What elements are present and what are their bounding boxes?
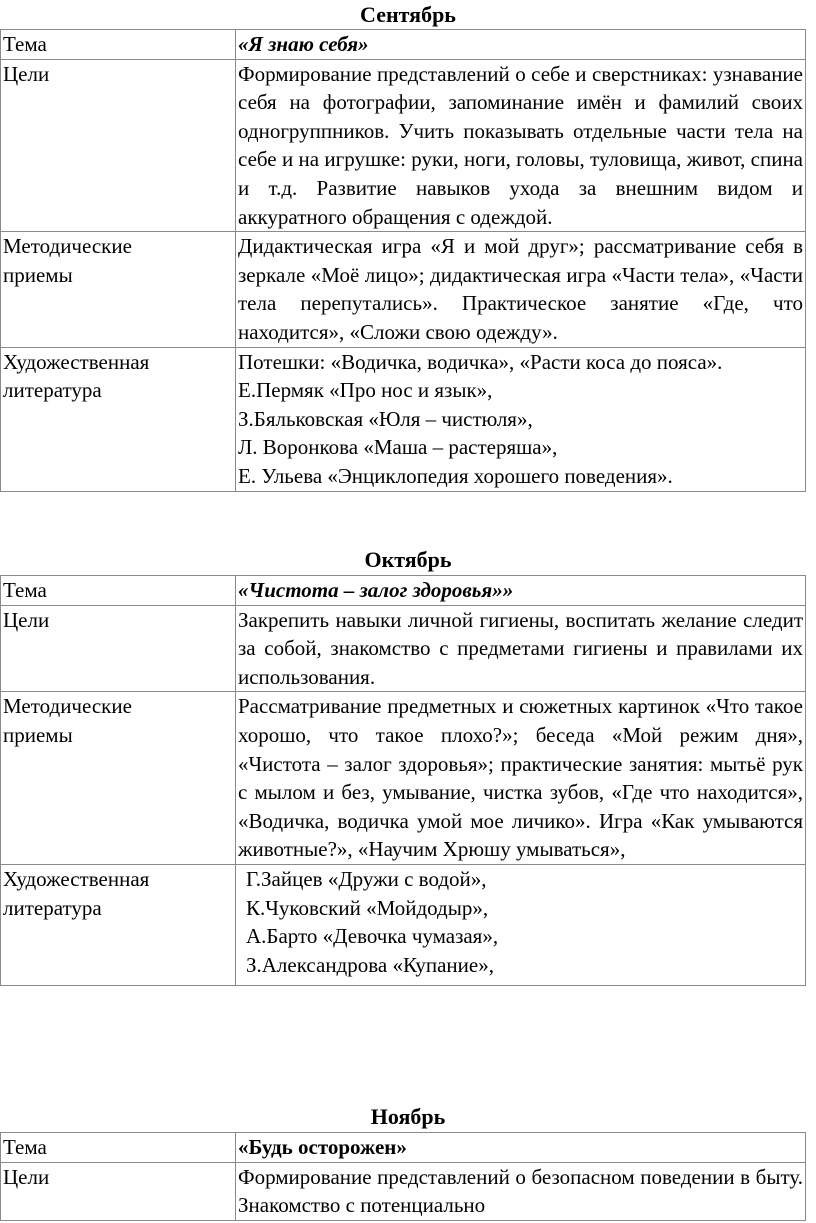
- table-row: [1, 692, 806, 865]
- literature-item: Потешки: «Водичка, водичка», «Расти коса до пояса».: [238, 349, 723, 374]
- methods-value: Дидактическая игра «Я и мой друг»; рассматривание себя в зеркале «Моё лицо»; дидактическая игра «Части тела», «Части тела перепутались». Практическое занятие «Где, что находится», «Сложи свою одежду».: [236, 232, 806, 347]
- literature-item: К.Чуковский «Мойдодыр»,: [246, 895, 489, 920]
- table-row: [1, 59, 806, 232]
- table-row: [1, 605, 806, 692]
- literature-value: [236, 347, 806, 491]
- goals-value: Формирование представлений о себе и сверстниках: узнавание себя на фотографии, запоминание имён и фамилий своих одногруппников. Учить показывать отдельные части тела на себе и на игрушке: руки, ноги, головы, туловища, живот, спина и т.д. Развитие навыков ухода за внешним видом и аккуратного обращения с одеждой.: [236, 59, 806, 232]
- theme-label: Тема: [1, 576, 236, 606]
- plan-table-october: [0, 575, 806, 986]
- goals-label: Цели: [1, 605, 236, 692]
- month-heading-october: Октябрь: [364, 547, 452, 572]
- theme-label: Тема: [1, 1133, 236, 1163]
- literature-item: А.Барто «Девочка чумазая»,: [246, 924, 499, 949]
- methods-label: [1, 232, 236, 347]
- plan-table-september: [0, 29, 806, 492]
- goals-label: Цели: [1, 59, 236, 232]
- methods-label: [1, 692, 236, 865]
- literature-item: Е.Пермяк «Про нос и язык»,: [238, 378, 493, 403]
- plan-table-november: [0, 1132, 806, 1221]
- literature-value: [236, 864, 806, 985]
- methods-label-line: Методические: [3, 234, 132, 259]
- methods-label-line: Методические: [3, 694, 132, 719]
- table-row: [1, 864, 806, 985]
- literature-label-line: Художественная: [3, 349, 150, 374]
- methods-value: Рассматривание предметных и сюжетных картинок «Что такое хорошо, что такое плохо?»; беседа «Мой режим дня», «Чистота – залог здоровья»; практические занятия: мытьё рук с мылом и без, умывание, чистка зубов, «Где что находится», «Водичка, водичка умой мое личико». Игра «Как умываются животные?», «Научим Хрюшу умываться»,: [236, 692, 806, 865]
- table-row: [1, 576, 806, 606]
- goals-label: Цели: [1, 1162, 236, 1220]
- literature-label: [1, 864, 236, 985]
- table-row: [1, 30, 806, 60]
- literature-label-line: Художественная: [3, 866, 150, 891]
- goals-value: Формирование представлений о безопасном поведении в быту. Знакомство с потенциально: [236, 1162, 806, 1220]
- literature-item: Л. Воронкова «Маша – растеряша»,: [238, 435, 558, 460]
- literature-label-line: литература: [3, 378, 102, 403]
- literature-item: З.Александрова «Купание»,: [246, 952, 494, 977]
- methods-label-line: приемы: [3, 722, 73, 747]
- methods-label-line: приемы: [3, 262, 73, 287]
- table-row: [1, 232, 806, 347]
- goals-value: Закрепить навыки личной гигиены, воспитать желание следит за собой, знакомство с предметами гигиены и правилами их использования.: [236, 605, 806, 692]
- literature-item: Г.Зайцев «Дружи с водой»,: [246, 866, 487, 891]
- theme-label: Тема: [1, 30, 236, 60]
- literature-item: З.Бяльковская «Юля – чистюля»,: [238, 406, 533, 431]
- literature-label: [1, 347, 236, 491]
- theme-value: «Будь осторожен»: [236, 1133, 806, 1163]
- table-row: [1, 347, 806, 491]
- literature-item: Е. Ульева «Энциклопедия хорошего поведения».: [238, 463, 673, 488]
- month-heading-november: Ноябрь: [370, 1104, 446, 1129]
- table-row: [1, 1133, 806, 1163]
- theme-value: «Я знаю себя»: [236, 30, 806, 60]
- table-row: [1, 1162, 806, 1220]
- month-heading-september: Сентябрь: [360, 2, 456, 27]
- theme-value: «Чистота – залог здоровья»»: [236, 576, 806, 606]
- literature-label-line: литература: [3, 895, 102, 920]
